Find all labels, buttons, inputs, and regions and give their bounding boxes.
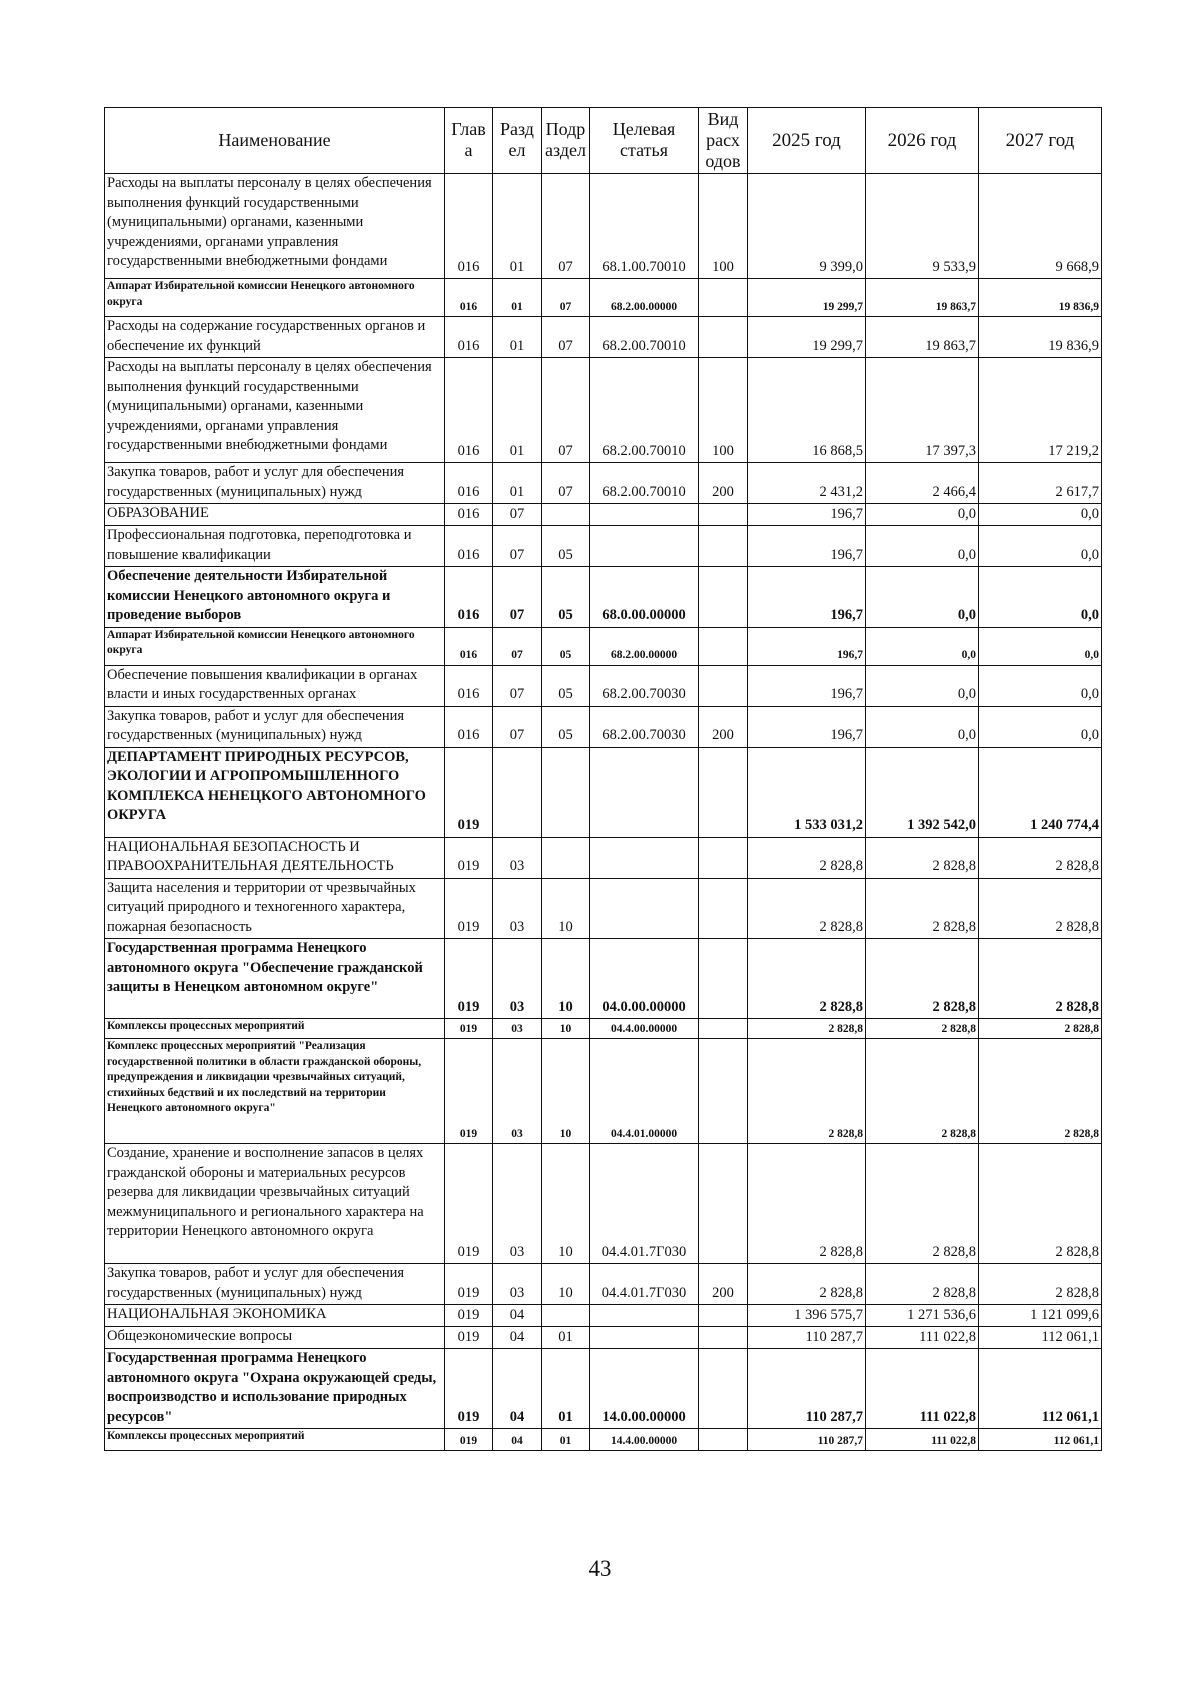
table-row xyxy=(105,1144,1102,1264)
cell-razdel: 07 xyxy=(493,504,542,526)
cell-glava: 019 xyxy=(445,837,493,878)
cell-podrazdel: 10 xyxy=(542,878,590,939)
cell-y2027: 2 828,8 xyxy=(979,1019,1102,1039)
cell-razdel: 01 xyxy=(493,463,542,504)
cell-glava: 019 xyxy=(445,1305,493,1327)
cell-y2025: 2 828,8 xyxy=(748,837,866,878)
cell-vid xyxy=(699,837,748,878)
cell-y2025: 196,7 xyxy=(748,627,866,665)
cell-glava: 016 xyxy=(445,567,493,628)
cell-y2026: 111 022,8 xyxy=(866,1429,979,1451)
cell-vid xyxy=(699,1019,748,1039)
cell-y2025: 2 828,8 xyxy=(748,1264,866,1305)
table-row xyxy=(105,878,1102,939)
cell-name: Государственная программа Ненецкого автономного округа "Обеспечение гражданской защиты в Ненецком автономном округе" xyxy=(105,939,445,1019)
cell-y2026: 1 271 536,6 xyxy=(866,1305,979,1327)
cell-vid xyxy=(699,1144,748,1264)
table-row xyxy=(105,1305,1102,1327)
cell-y2027: 2 828,8 xyxy=(979,939,1102,1019)
cell-y2026: 2 466,4 xyxy=(866,463,979,504)
cell-statya: 68.2.00.70010 xyxy=(590,463,699,504)
cell-statya xyxy=(590,526,699,567)
cell-podrazdel xyxy=(542,504,590,526)
cell-name: Закупка товаров, работ и услуг для обеспечения государственных (муниципальных) нужд xyxy=(105,463,445,504)
header-2025: 2025 год xyxy=(748,108,866,174)
table-row xyxy=(105,1327,1102,1349)
cell-glava: 016 xyxy=(445,317,493,358)
cell-vid xyxy=(699,1305,748,1327)
cell-name: Аппарат Избирательной комиссии Ненецкого автономного округа xyxy=(105,279,445,317)
cell-razdel: 01 xyxy=(493,317,542,358)
cell-name: ОБРАЗОВАНИЕ xyxy=(105,504,445,526)
cell-statya xyxy=(590,504,699,526)
cell-y2026: 19 863,7 xyxy=(866,317,979,358)
cell-vid: 200 xyxy=(699,706,748,747)
cell-podrazdel: 07 xyxy=(542,317,590,358)
cell-glava: 019 xyxy=(445,747,493,837)
cell-glava: 019 xyxy=(445,939,493,1019)
cell-y2026: 0,0 xyxy=(866,665,979,706)
table-row xyxy=(105,526,1102,567)
cell-vid xyxy=(699,939,748,1019)
cell-statya: 68.2.00.70010 xyxy=(590,317,699,358)
cell-podrazdel: 10 xyxy=(542,1039,590,1144)
cell-name: Защита населения и территории от чрезвычайных ситуаций природного и техногенного характера, пожарная безопасность xyxy=(105,878,445,939)
cell-y2025: 2 828,8 xyxy=(748,1019,866,1039)
table-row xyxy=(105,1429,1102,1451)
cell-y2026: 17 397,3 xyxy=(866,358,979,463)
cell-glava: 016 xyxy=(445,706,493,747)
cell-razdel: 03 xyxy=(493,878,542,939)
cell-name: Обеспечение повышения квалификации в органах власти и иных государственных органах xyxy=(105,665,445,706)
header-2026: 2026 год xyxy=(866,108,979,174)
cell-razdel: 07 xyxy=(493,526,542,567)
cell-razdel: 07 xyxy=(493,627,542,665)
cell-glava: 016 xyxy=(445,504,493,526)
cell-podrazdel: 10 xyxy=(542,1019,590,1039)
cell-y2027: 19 836,9 xyxy=(979,317,1102,358)
cell-podrazdel: 05 xyxy=(542,665,590,706)
cell-razdel: 04 xyxy=(493,1305,542,1327)
cell-statya: 04.4.01.7Г030 xyxy=(590,1264,699,1305)
cell-name: Комплекс процессных мероприятий "Реализация государственной политики в области гражданской обороны, предупреждения и ликвидации чрезвычайных ситуаций, стихийных бедствий и их последствий на территории Ненецкого автономного округа" xyxy=(105,1039,445,1144)
cell-statya: 68.1.00.70010 xyxy=(590,174,699,279)
cell-y2026: 111 022,8 xyxy=(866,1349,979,1429)
cell-name: НАЦИОНАЛЬНАЯ БЕЗОПАСНОСТЬ И ПРАВООХРАНИТЕЛЬНАЯ ДЕЯТЕЛЬНОСТЬ xyxy=(105,837,445,878)
cell-podrazdel: 07 xyxy=(542,174,590,279)
cell-y2026: 111 022,8 xyxy=(866,1327,979,1349)
cell-statya: 68.2.00.70030 xyxy=(590,665,699,706)
cell-razdel: 03 xyxy=(493,837,542,878)
cell-y2027: 2 828,8 xyxy=(979,878,1102,939)
cell-statya xyxy=(590,747,699,837)
cell-y2026: 0,0 xyxy=(866,526,979,567)
table-row xyxy=(105,1349,1102,1429)
cell-glava: 019 xyxy=(445,1019,493,1039)
cell-podrazdel xyxy=(542,837,590,878)
cell-razdel: 03 xyxy=(493,1039,542,1144)
cell-podrazdel xyxy=(542,747,590,837)
cell-glava: 019 xyxy=(445,1264,493,1305)
cell-podrazdel: 05 xyxy=(542,627,590,665)
cell-y2027: 2 828,8 xyxy=(979,837,1102,878)
cell-statya: 68.2.00.00000 xyxy=(590,279,699,317)
cell-razdel: 04 xyxy=(493,1349,542,1429)
cell-y2026: 2 828,8 xyxy=(866,1019,979,1039)
header-podrazdel: Подр аздел xyxy=(542,108,590,174)
cell-statya xyxy=(590,1305,699,1327)
cell-razdel: 04 xyxy=(493,1327,542,1349)
table-header-row xyxy=(105,108,1102,174)
cell-y2026: 2 828,8 xyxy=(866,1144,979,1264)
cell-name: Общеэкономические вопросы xyxy=(105,1327,445,1349)
cell-statya: 14.4.00.00000 xyxy=(590,1429,699,1451)
cell-y2025: 196,7 xyxy=(748,526,866,567)
header-2027: 2027 год xyxy=(979,108,1102,174)
cell-y2025: 110 287,7 xyxy=(748,1349,866,1429)
cell-podrazdel xyxy=(542,1305,590,1327)
cell-razdel: 03 xyxy=(493,1264,542,1305)
cell-y2025: 110 287,7 xyxy=(748,1327,866,1349)
cell-razdel xyxy=(493,747,542,837)
cell-glava: 019 xyxy=(445,1327,493,1349)
cell-statya: 04.4.01.7Г030 xyxy=(590,1144,699,1264)
cell-razdel: 07 xyxy=(493,665,542,706)
cell-vid: 200 xyxy=(699,463,748,504)
cell-name: Закупка товаров, работ и услуг для обеспечения государственных (муниципальных) нужд xyxy=(105,706,445,747)
table-row xyxy=(105,279,1102,317)
cell-y2026: 2 828,8 xyxy=(866,837,979,878)
cell-glava: 016 xyxy=(445,279,493,317)
cell-vid: 100 xyxy=(699,358,748,463)
table-row xyxy=(105,1019,1102,1039)
cell-vid xyxy=(699,627,748,665)
cell-podrazdel: 05 xyxy=(542,526,590,567)
cell-y2025: 1 533 031,2 xyxy=(748,747,866,837)
cell-y2027: 0,0 xyxy=(979,665,1102,706)
cell-statya: 68.2.00.70030 xyxy=(590,706,699,747)
cell-name: Профессиональная подготовка, переподготовка и повышение квалификации xyxy=(105,526,445,567)
cell-razdel: 01 xyxy=(493,279,542,317)
cell-y2025: 9 399,0 xyxy=(748,174,866,279)
table-row xyxy=(105,358,1102,463)
cell-vid xyxy=(699,1327,748,1349)
table-row xyxy=(105,939,1102,1019)
cell-statya: 04.4.01.00000 xyxy=(590,1039,699,1144)
cell-y2027: 2 828,8 xyxy=(979,1144,1102,1264)
table-row xyxy=(105,747,1102,837)
cell-y2027: 0,0 xyxy=(979,706,1102,747)
cell-glava: 016 xyxy=(445,174,493,279)
cell-name: НАЦИОНАЛЬНАЯ ЭКОНОМИКА xyxy=(105,1305,445,1327)
cell-glava: 019 xyxy=(445,1039,493,1144)
cell-glava: 016 xyxy=(445,463,493,504)
cell-name: Расходы на выплаты персоналу в целях обеспечения выполнения функций государственными (муниципальными) органами, казенными учреждениями, органами управления государственными внебюджетными фондами xyxy=(105,358,445,463)
budget-table xyxy=(104,107,1102,1451)
cell-statya: 14.0.00.00000 xyxy=(590,1349,699,1429)
cell-y2025: 110 287,7 xyxy=(748,1429,866,1451)
cell-podrazdel: 07 xyxy=(542,279,590,317)
cell-podrazdel: 01 xyxy=(542,1327,590,1349)
cell-y2025: 2 828,8 xyxy=(748,1039,866,1144)
cell-y2026: 2 828,8 xyxy=(866,1264,979,1305)
table-body xyxy=(105,174,1102,1451)
table-row xyxy=(105,706,1102,747)
cell-vid: 100 xyxy=(699,174,748,279)
cell-name: Закупка товаров, работ и услуг для обеспечения государственных (муниципальных) нужд xyxy=(105,1264,445,1305)
cell-y2027: 19 836,9 xyxy=(979,279,1102,317)
cell-y2026: 0,0 xyxy=(866,627,979,665)
header-razdel: Разд ел xyxy=(493,108,542,174)
cell-vid xyxy=(699,1039,748,1144)
cell-podrazdel: 05 xyxy=(542,567,590,628)
table-row xyxy=(105,463,1102,504)
cell-y2025: 2 828,8 xyxy=(748,939,866,1019)
header-vid: Вид расх одов xyxy=(699,108,748,174)
cell-y2027: 1 121 099,6 xyxy=(979,1305,1102,1327)
cell-name: ДЕПАРТАМЕНТ ПРИРОДНЫХ РЕСУРСОВ, ЭКОЛОГИИ И АГРОПРОМЫШЛЕННОГО КОМПЛЕКСА НЕНЕЦКОГО АВТОНОМНОГО ОКРУГА xyxy=(105,747,445,837)
cell-glava: 016 xyxy=(445,627,493,665)
cell-statya xyxy=(590,837,699,878)
cell-statya: 04.4.00.00000 xyxy=(590,1019,699,1039)
cell-y2026: 2 828,8 xyxy=(866,939,979,1019)
cell-glava: 019 xyxy=(445,878,493,939)
table-row xyxy=(105,1039,1102,1144)
cell-vid xyxy=(699,1429,748,1451)
cell-y2027: 0,0 xyxy=(979,504,1102,526)
cell-vid xyxy=(699,878,748,939)
cell-y2027: 17 219,2 xyxy=(979,358,1102,463)
cell-statya xyxy=(590,1327,699,1349)
cell-y2027: 0,0 xyxy=(979,526,1102,567)
cell-y2027: 112 061,1 xyxy=(979,1429,1102,1451)
cell-glava: 016 xyxy=(445,526,493,567)
cell-razdel: 01 xyxy=(493,174,542,279)
table-row xyxy=(105,1264,1102,1305)
cell-podrazdel: 10 xyxy=(542,1264,590,1305)
table-row xyxy=(105,317,1102,358)
cell-y2027: 0,0 xyxy=(979,627,1102,665)
cell-vid xyxy=(699,526,748,567)
cell-y2025: 196,7 xyxy=(748,665,866,706)
cell-y2025: 2 431,2 xyxy=(748,463,866,504)
cell-glava: 019 xyxy=(445,1429,493,1451)
header-statya: Целевая статья xyxy=(590,108,699,174)
cell-y2026: 0,0 xyxy=(866,567,979,628)
cell-y2027: 2 617,7 xyxy=(979,463,1102,504)
cell-y2027: 2 828,8 xyxy=(979,1264,1102,1305)
cell-name: Комплексы процессных мероприятий xyxy=(105,1019,445,1039)
cell-name: Расходы на выплаты персоналу в целях обеспечения выполнения функций государственными (муниципальными) органами, казенными учреждениями, органами управления государственными внебюджетными фондами xyxy=(105,174,445,279)
cell-y2027: 2 828,8 xyxy=(979,1039,1102,1144)
cell-statya xyxy=(590,878,699,939)
cell-y2026: 9 533,9 xyxy=(866,174,979,279)
cell-y2025: 19 299,7 xyxy=(748,317,866,358)
cell-y2026: 0,0 xyxy=(866,706,979,747)
cell-y2027: 0,0 xyxy=(979,567,1102,628)
cell-y2025: 1 396 575,7 xyxy=(748,1305,866,1327)
cell-vid xyxy=(699,279,748,317)
cell-name: Обеспечение деятельности Избирательной комиссии Ненецкого автономного округа и проведение выборов xyxy=(105,567,445,628)
cell-glava: 019 xyxy=(445,1349,493,1429)
cell-vid xyxy=(699,317,748,358)
cell-y2026: 0,0 xyxy=(866,504,979,526)
cell-y2026: 19 863,7 xyxy=(866,279,979,317)
cell-podrazdel: 10 xyxy=(542,1144,590,1264)
cell-podrazdel: 07 xyxy=(542,463,590,504)
cell-y2025: 196,7 xyxy=(748,504,866,526)
cell-razdel: 04 xyxy=(493,1429,542,1451)
cell-y2025: 19 299,7 xyxy=(748,279,866,317)
cell-statya: 68.2.00.00000 xyxy=(590,627,699,665)
table-row xyxy=(105,567,1102,628)
cell-y2027: 112 061,1 xyxy=(979,1349,1102,1429)
cell-statya: 68.0.00.00000 xyxy=(590,567,699,628)
cell-y2025: 2 828,8 xyxy=(748,878,866,939)
cell-y2027: 112 061,1 xyxy=(979,1327,1102,1349)
cell-y2026: 1 392 542,0 xyxy=(866,747,979,837)
table-row xyxy=(105,837,1102,878)
cell-name: Создание, хранение и восполнение запасов в целях гражданской обороны и материальных ресурсов резерва для ликвидации чрезвычайных ситуаций межмуниципального и регионального характера на территории Ненецкого автономного округа xyxy=(105,1144,445,1264)
cell-statya: 68.2.00.70010 xyxy=(590,358,699,463)
table-row xyxy=(105,504,1102,526)
cell-vid xyxy=(699,504,748,526)
cell-razdel: 07 xyxy=(493,567,542,628)
cell-name: Аппарат Избирательной комиссии Ненецкого автономного округа xyxy=(105,627,445,665)
table-row xyxy=(105,665,1102,706)
header-glava: Глав а xyxy=(445,108,493,174)
cell-podrazdel: 05 xyxy=(542,706,590,747)
cell-statya: 04.0.00.00000 xyxy=(590,939,699,1019)
header-name: Наименование xyxy=(105,108,445,174)
cell-podrazdel: 10 xyxy=(542,939,590,1019)
cell-glava: 019 xyxy=(445,1144,493,1264)
cell-name: Расходы на содержание государственных органов и обеспечение их функций xyxy=(105,317,445,358)
cell-razdel: 03 xyxy=(493,939,542,1019)
cell-podrazdel: 01 xyxy=(542,1349,590,1429)
cell-name: Комплексы процессных мероприятий xyxy=(105,1429,445,1451)
cell-y2025: 196,7 xyxy=(748,567,866,628)
cell-y2027: 9 668,9 xyxy=(979,174,1102,279)
cell-y2026: 2 828,8 xyxy=(866,878,979,939)
cell-razdel: 03 xyxy=(493,1144,542,1264)
cell-glava: 016 xyxy=(445,358,493,463)
cell-vid xyxy=(699,1349,748,1429)
cell-vid xyxy=(699,567,748,628)
cell-y2027: 1 240 774,4 xyxy=(979,747,1102,837)
table-row xyxy=(105,174,1102,279)
cell-y2025: 196,7 xyxy=(748,706,866,747)
cell-y2025: 16 868,5 xyxy=(748,358,866,463)
table-row xyxy=(105,627,1102,665)
cell-podrazdel: 01 xyxy=(542,1429,590,1451)
cell-vid xyxy=(699,747,748,837)
cell-razdel: 07 xyxy=(493,706,542,747)
cell-glava: 016 xyxy=(445,665,493,706)
cell-razdel: 03 xyxy=(493,1019,542,1039)
cell-podrazdel: 07 xyxy=(542,358,590,463)
cell-y2025: 2 828,8 xyxy=(748,1144,866,1264)
cell-razdel: 01 xyxy=(493,358,542,463)
cell-name: Государственная программа Ненецкого автономного округа "Охрана окружающей среды, воспроизводство и использование природных ресурсов" xyxy=(105,1349,445,1429)
cell-vid: 200 xyxy=(699,1264,748,1305)
cell-y2026: 2 828,8 xyxy=(866,1039,979,1144)
cell-vid xyxy=(699,665,748,706)
page-number: 43 xyxy=(588,1556,612,1581)
